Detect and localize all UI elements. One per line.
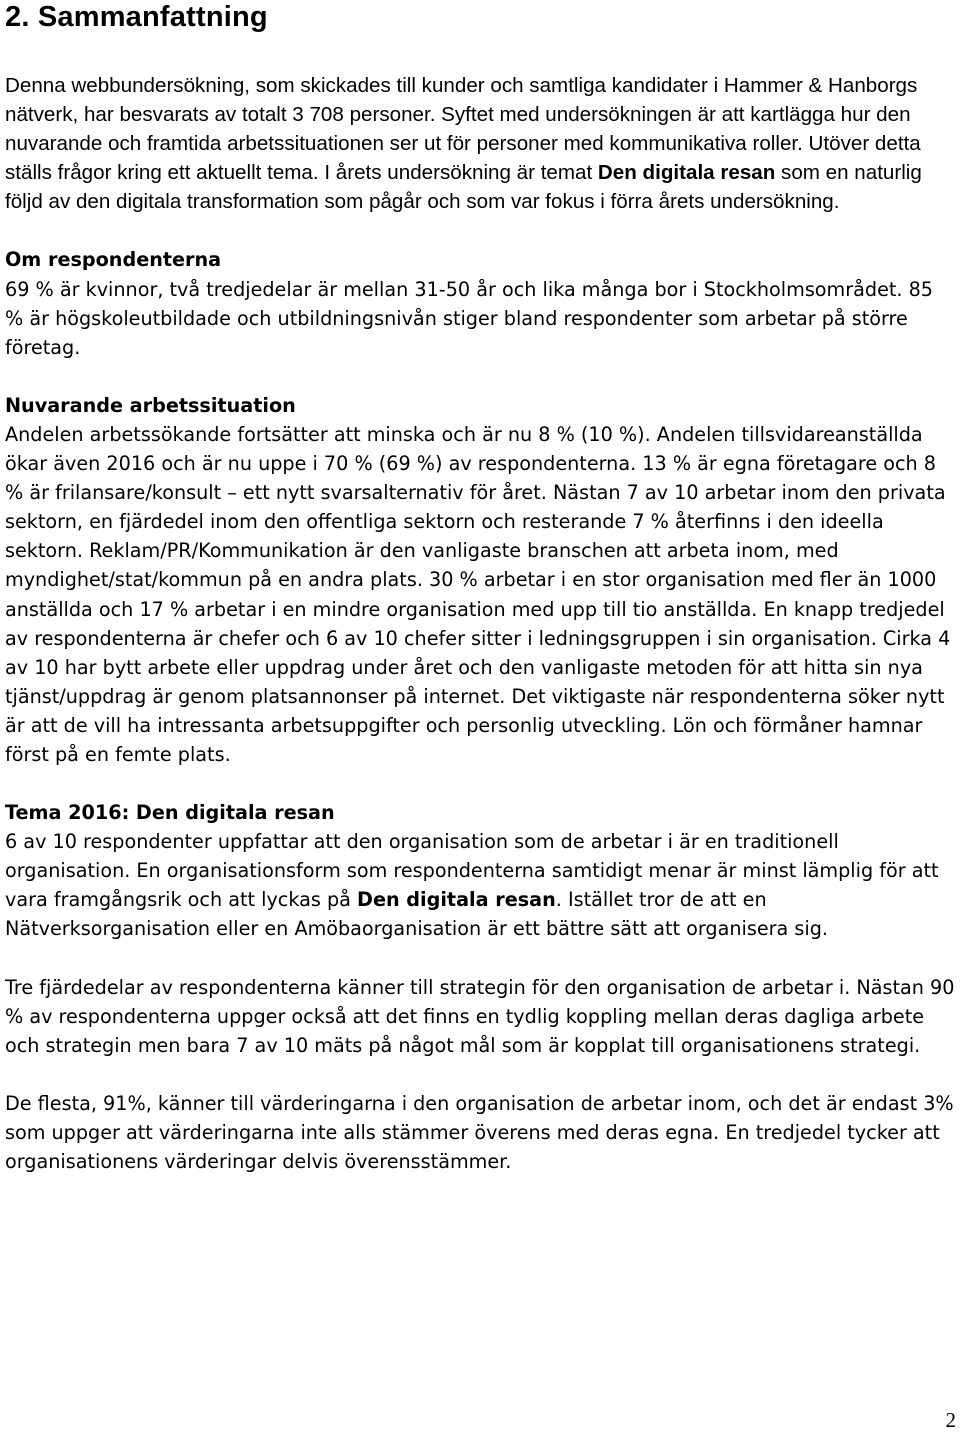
page-number: 2 [945,1408,956,1432]
section-title: 2. Sammanfattning [5,1,268,33]
intro-theme-emphasis: Den digitala resan [597,161,776,185]
theme-text-part-1: 6 av 10 respondenter uppfattar att den organisation som de arbetar i är en traditionell organisation. En organisationsform som respondenterna samtidigt menar är minst lämplig för att vara framgångsrik och att lyckas på [5,830,939,912]
strategy-paragraph: Tre fjärdedelar av respondenterna känner till strategin för den organisation de arbetar i. Nästan 90 % av respondenterna uppger också att det finns en tydlig koppling mellan deras dagliga arbete och strategin men bara 7 av 10 mäts på något mål som är kopplat till organisationens strategi. [5,975,955,1057]
current-situation-heading: Nuvarande arbetssituation [5,393,296,417]
values-paragraph: De flesta, 91%, känner till värderingarna i den organisation de arbetar inom, och det är endast 3% som uppger att värderingarna inte alls stämmer överens med deras egna. En tredjedel tycker att organisationens värderingar delvis överensstämmer. [5,1091,954,1173]
current-situation-paragraph: Andelen arbetssökande fortsätter att minska och är nu 8 % (10 %). Andelen tillsvidareanställda ökar även 2016 och är nu uppe i 70 % (69 %) av respondenterna. 13 % är egna företagare och 8 % är frilansare/konsult – ett nytt svarsalternativ för året. Nästan 7 av 10 arbetar inom den privata sektorn, en fjärdedel inom den offentliga sektorn och resterande 7 % återfinns i den ideella sektorn. Reklam/PR/Kommunikation är den vanligaste branschen att arbeta inom, med myndighet/stat/kommun på en andra plats. 30 % arbetar i en stor organisation med fler än 1000 anställda och 17 % arbetar i en mindre organisation med upp till tio anställda. En knapp tredjedel av respondenterna är chefer och 6 av 10 chefer sitter i ledningsgruppen i sin organisation. Cirka 4 av 10 har bytt arbete eller uppdrag under året och den vanligaste metoden för att hitta sin nya tjänst/uppdrag är genom platsannonser på internet. Det viktigaste när respondenterna söker nytt är att de vill ha intressanta arbetsuppgifter och personlig utveckling. Lön och förmåner hamnar först på en femte plats. [5,422,951,766]
intro-text-part-2: som en naturlig följd av den digitala transformation som pågår och som var fokus i förra årets undersökning. [5,161,922,214]
current-situation-section [5,391,957,769]
theme-heading: Tema 2016: Den digitala resan [5,801,335,825]
respondents-paragraph: 69 % är kvinnor, två tredjedelar är mellan 31-50 år och lika många bor i Stockholmsområdet. 85 % är högskoleutbildade och utbildningsnivån stiger bland respondenter som arbetar på större företag. [5,277,934,359]
intro-text-part-1: Denna webbundersökning, som skickades till kunder och samtliga kandidater i Hammer & Hanborgs nätverk, har besvarats av totalt 3 708 personer. Syftet med undersökningen är att kartlägga hur den nuvarande och framtida arbetssituationen ser ut för personer med kommunikativa roller. Utöver detta ställs frågor kring ett aktuellt tema. I årets undersökning är temat [5,74,921,185]
respondents-section [5,245,957,361]
theme-text-part-2: . Istället tror de att en Nätverksorganisation eller en Amöbaorganisation är ett bättre sätt att organisera sig. [5,888,828,941]
strategy-section [5,973,957,1060]
document-page [5,0,957,1176]
respondents-heading: Om respondenterna [5,248,222,272]
values-section [5,1089,957,1176]
theme-emphasis: Den digitala resan [357,888,556,912]
theme-section [5,798,957,943]
intro-paragraph [5,71,957,216]
theme-paragraph [5,827,957,943]
